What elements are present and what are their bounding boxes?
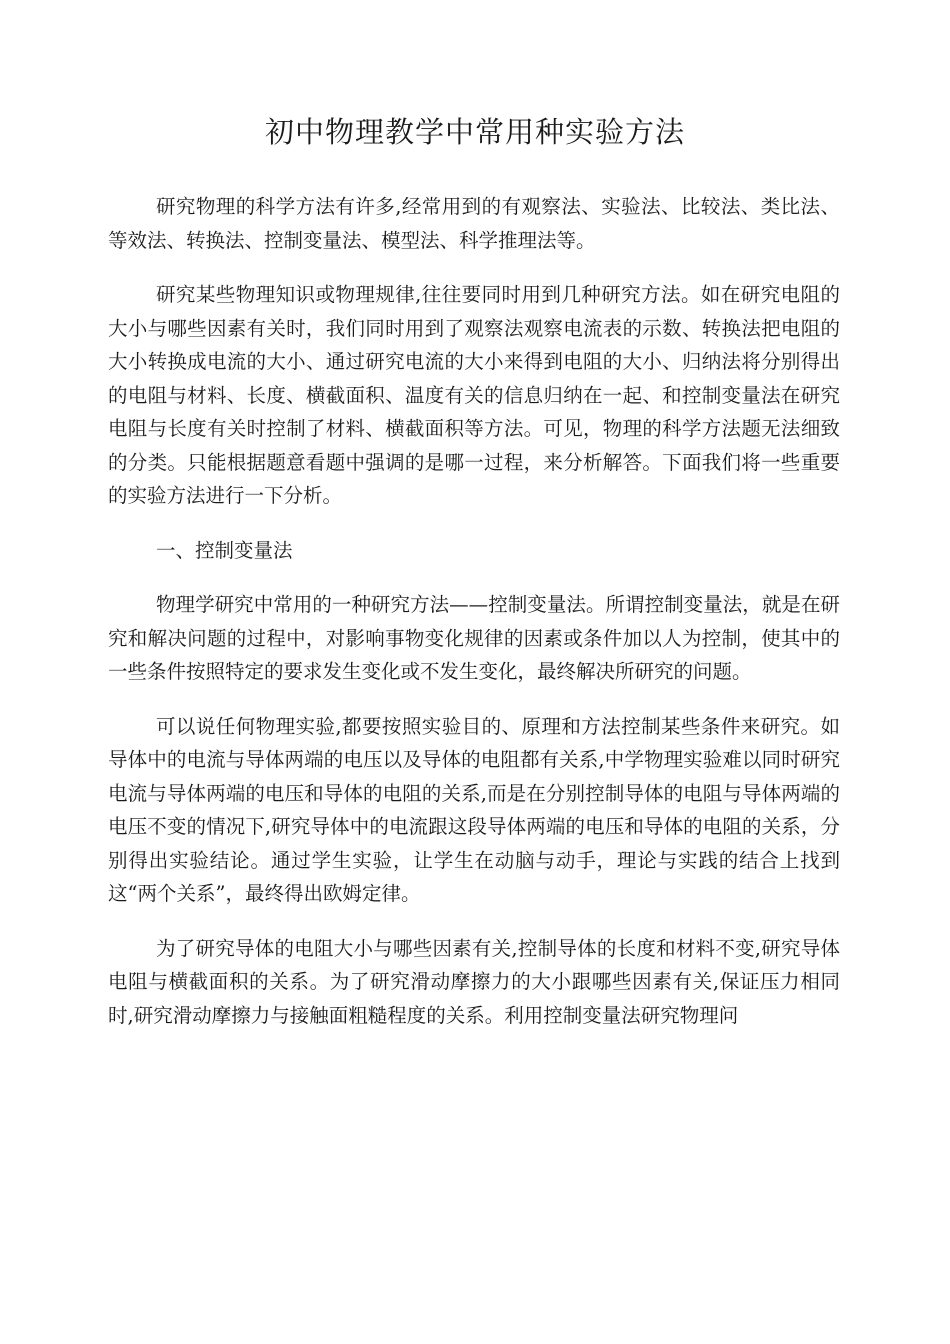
document-body (108, 190, 840, 1053)
document-title: 初中物理教学中常用种实验方法 (264, 115, 685, 149)
section-heading: 一、控制变量法 (156, 538, 293, 562)
section-paragraph-1: 物理学研究中常用的一种研究方法——控制变量法。所谓控制变量法，就是在研究和解决问题的过程中，对影响事物变化规律的因素或条件加以人为控制，使其中的一些条件按照特定的要求发生变化或不发生变化，最终解决所研究的问题。 (108, 593, 840, 683)
intro-paragraph-1: 研究物理的科学方法有许多,经常用到的有观察法、实验法、比较法、类比法、等效法、转换法、控制变量法、模型法、科学推理法等。 (108, 195, 840, 252)
section-paragraph-2: 可以说任何物理实验,都要按照实验目的、原理和方法控制某些条件来研究。如导体中的电流与导体两端的电压以及导体的电阻都有关系,中学物理实验难以同时研究电流与导体两端的电压和导体的电阻的关系,而是在分别控制导体的电阻与导体两端的电压不变的情况下,研究导体中的电流跟这段导体两端的电压和导体的电阻的关系，分别得出实验结论。通过学生实验，让学生在动脑与动手，理论与实践的结合上找到这“两个关系”，最终得出欧姆定律。 (108, 714, 840, 905)
intro-paragraph-2: 研究某些物理知识或物理规律,往往要同时用到几种研究方法。如在研究电阻的大小与哪些因素有关时，我们同时用到了观察法观察电流表的示数、转换法把电阻的大小转换成电流的大小、通过研究电流的大小来得到电阻的大小、归纳法将分别得出的电阻与材料、长度、横截面积、温度有关的信息归纳在一起、和控制变量法在研究电阻与长度有关时控制了材料、横截面积等方法。可见，物理的科学方法题无法细致的分类。只能根据题意看题中强调的是哪一过程，来分析解答。下面我们将一些重要的实验方法进行一下分析。 (108, 283, 840, 507)
section-paragraph-3: 为了研究导体的电阻大小与哪些因素有关,控制导体的长度和材料不变,研究导体电阻与横截面积的关系。为了研究滑动摩擦力的大小跟哪些因素有关,保证压力相同时,研究滑动摩擦力与接触面粗糙程度的关系。利用控制变量法研究物理问 (108, 936, 840, 1027)
